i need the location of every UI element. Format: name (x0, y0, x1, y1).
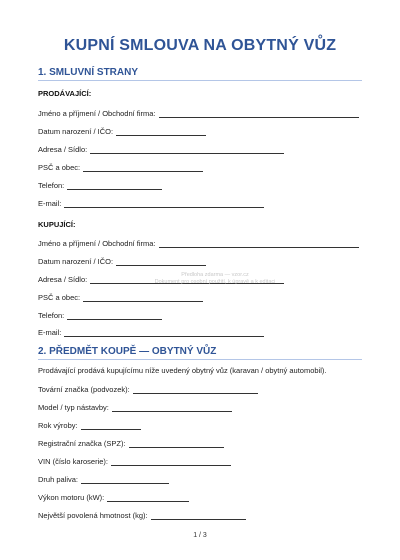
field-label: Telefon: (38, 181, 65, 190)
fill-line (151, 512, 246, 520)
seller-phone-field (38, 180, 162, 190)
subject-intro: Prodávající prodává kupujícímu níže uvedený obytný vůz (karavan / obytný automobil). (38, 366, 327, 375)
fill-line (67, 312, 162, 320)
vehicle-brand-field (38, 384, 258, 394)
field-label: Jméno a příjmení / Obchodní firma: (38, 239, 156, 248)
vehicle-weight-field (38, 510, 246, 520)
seller-email-field (38, 198, 264, 208)
document-title: KUPNÍ SMLOUVA NA OBYTNÝ VŮZ (63, 37, 337, 54)
field-label: Datum narození / IČO: (38, 127, 114, 136)
field-label: PSČ a obec: (38, 163, 81, 172)
vehicle-vin-field (38, 456, 231, 466)
seller-name-field (38, 108, 359, 118)
field-label: Největší povolená hmotnost (kg): (38, 511, 148, 520)
watermark (150, 272, 280, 286)
fill-line (111, 458, 231, 466)
fill-line (116, 128, 206, 136)
buyer-label: KUPUJÍCÍ: (38, 220, 76, 229)
vehicle-year-field (38, 420, 141, 430)
seller-label: PRODÁVAJÍCÍ: (38, 89, 92, 98)
fill-line (64, 329, 264, 337)
field-label: VIN (číslo karoserie): (38, 457, 109, 466)
buyer-phone-field (38, 310, 162, 320)
fill-line (83, 294, 203, 302)
field-label: Telefon: (38, 311, 65, 320)
section-divider (38, 359, 362, 360)
field-label: E-mail: (38, 328, 62, 337)
vehicle-fuel-field (38, 474, 169, 484)
field-label: Tovární značka (podvozek): (38, 385, 130, 394)
fill-line (159, 110, 359, 118)
fill-line (81, 476, 169, 484)
fill-line (67, 182, 162, 190)
vehicle-model-field (38, 402, 232, 412)
section-divider (38, 80, 362, 81)
field-label: Jméno a příjmení / Obchodní firma: (38, 109, 156, 118)
section-heading-parties: 1. SMLUVNÍ STRANY (38, 67, 139, 78)
section-heading-subject: 2. PŘEDMĚT KOUPĚ — OBYTNÝ VŮZ (38, 346, 217, 357)
fill-line (159, 240, 359, 248)
vehicle-power-field (38, 492, 189, 502)
seller-address-field (38, 144, 284, 154)
field-label: PSČ a obec: (38, 293, 81, 302)
fill-line (112, 404, 232, 412)
fill-line (116, 258, 206, 266)
field-label: Datum narození / IČO: (38, 257, 114, 266)
field-label: Rok výroby: (38, 421, 78, 430)
field-label: Model / typ nástavby: (38, 403, 109, 412)
fill-line (81, 422, 141, 430)
field-label: Druh paliva: (38, 475, 79, 484)
fill-line (133, 386, 258, 394)
fill-line (129, 440, 224, 448)
field-label: Registrační značka (SPZ): (38, 439, 126, 448)
field-label: Adresa / Sídlo: (38, 145, 88, 154)
fill-line (83, 164, 203, 172)
watermark-line: Předloha zdarma — vzor.cz (181, 272, 249, 278)
buyer-zip-field (38, 292, 203, 302)
buyer-birthdate-field (38, 256, 206, 266)
watermark-line: Dokument pro osobní použití, k úpravě a k editaci (154, 279, 276, 285)
vehicle-plate-field (38, 438, 224, 448)
buyer-name-field (38, 238, 359, 248)
fill-line (90, 146, 284, 154)
field-label: Výkon motoru (kW): (38, 493, 105, 502)
fill-line (107, 494, 189, 502)
page-number: 1 / 3 (193, 532, 207, 539)
seller-birthdate-field (38, 126, 206, 136)
seller-zip-field (38, 162, 203, 172)
buyer-email-field (38, 327, 264, 337)
fill-line (64, 200, 264, 208)
field-label: Adresa / Sídlo: (38, 275, 88, 284)
field-label: E-mail: (38, 199, 62, 208)
